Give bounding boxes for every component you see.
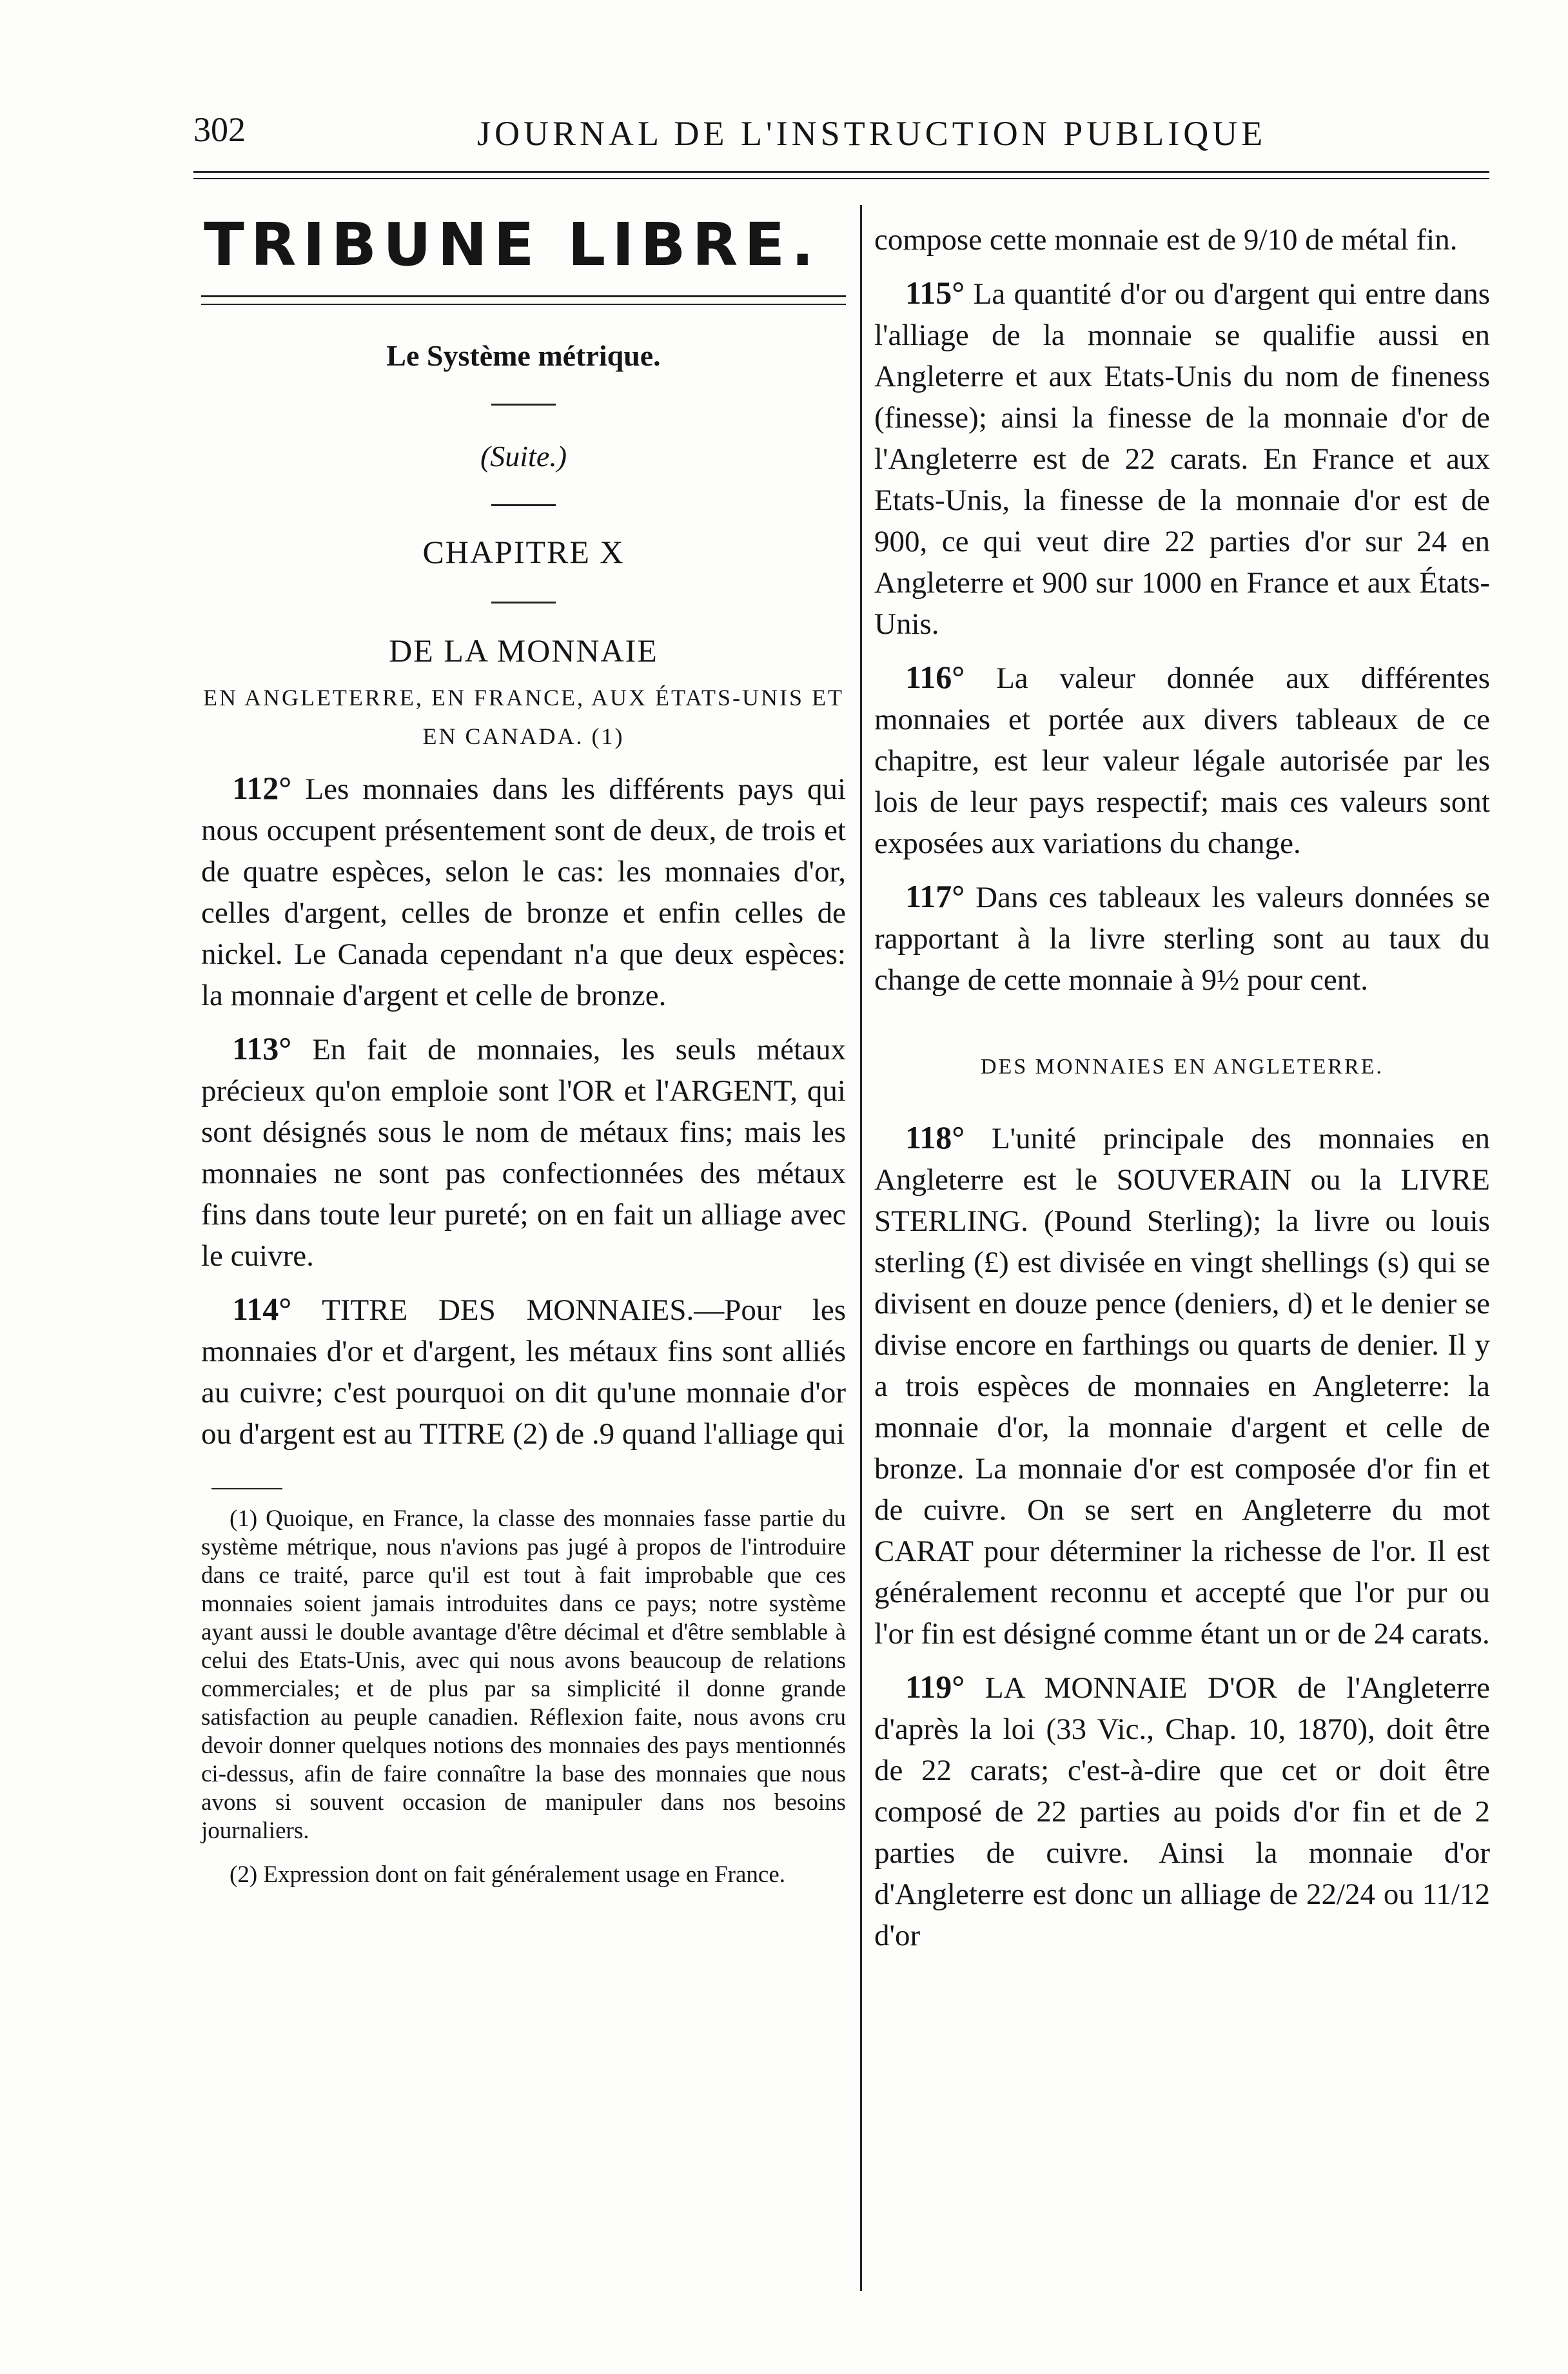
paragraph-number: 117°: [905, 878, 965, 914]
footnote-rule: [211, 1488, 282, 1489]
paragraph-number: 119°: [905, 1669, 965, 1705]
paragraph-number: 116°: [905, 659, 965, 695]
paragraph-number: 118°: [905, 1119, 965, 1155]
paragraph-number: 115°: [905, 275, 965, 311]
journal-title: JOURNAL DE L'INSTRUCTION PUBLIQUE: [477, 114, 1267, 153]
paragraph-text: LA MONNAIE D'OR de l'Angleterre d'après la loi (33 Vic., Chap. 10, 1870), doit être de 22 carats; c'est-à-dire que cet or doit être composé de 22 parties au poids d'or fin et de 2 parties de cuivre. Ainsi la monnaie d'or d'Angleterre est donc un alliage de 22/24 ou 11/12 d'or: [874, 1671, 1491, 1952]
paragraph-continuation: compose cette monnaie est de 9/10 de métal fin.: [874, 223, 1458, 257]
paragraph-text: L'unité principale des monnaies en Angleterre est le SOUVERAIN ou la LIVRE STERLING. (Pound Sterling); la livre ou louis sterling (£) est divisée en vingt shellings (s) qui se divisent en douze pence (deniers, d) et le denier se divise encore en farthings ou quarts de denier. Il y a trois espèces de monnaies en Angleterre: la monnaie d'or, la monnaie d'argent et celle de bronze. La monnaie d'or est composée d'or fin et de cuivre. On se sert en Angleterre du mot CARAT pour déterminer la richesse de l'or. Il est généralement reconnu et accepté que l'or pur ou l'or fin est désigné comme étant un or de 24 carats.: [874, 1122, 1490, 1651]
section-title: DE LA MONNAIE: [389, 633, 658, 669]
running-head: [193, 110, 1489, 155]
paragraph-text: La valeur donnée aux différentes monnaies et portée aux divers tableaux de ce chapitre, est leur valeur légale autorisée par les lois de leur pays respectif; mais ces valeurs sont exposées aux variations du change.: [874, 662, 1490, 860]
paragraph-116: [874, 656, 1490, 864]
section-banner: TRIBUNE LIBRE.: [204, 210, 821, 279]
footnote-1: (1) Quoique, en France, la classe des monnaies fasse partie du système métrique, nous n'avions pas jugé à propos de l'introduire dans ce traité, parce qu'il est tout à fait improbable que ces monnaies soient jamais introduites dans ce pays; notre système ayant aussi le double avantage d'être décimal et d'être semblable à celui des Etats-Unis, avec qui nous avons beaucoup de relations commerciales; et de plus par sa simplicité il donne grande satisfaction au peuple canadien. Réflexion faite, nous avons cru devoir donner quelques notions des monnaies des pays mentionnés ci-dessus, afin de faire connaître la base des monnaies que nous avons si souvent occasion de manipuler dans nos besoins journaliers.: [201, 1506, 846, 1844]
article-title: Le Système métrique.: [386, 339, 661, 372]
paragraph-text: La quantité d'or ou d'argent qui entre dans l'alliage de la monnaie se qualifie aussi en Angleterre et aux Etats-Unis du nom de fineness (finesse); ainsi la finesse de la monnaie d'or de l'Angleterre est de 22 carats. En France et aux Etats-Unis, la finesse de la monnaie d'or est de 900, ce qui veut dire 22 parties d'or sur 24 en Angleterre et 900 sur 1000 en France et aux États-Unis.: [874, 277, 1490, 641]
paragraph-113: [201, 1028, 846, 1277]
section-heading: DES MONNAIES EN ANGLETERRE.: [981, 1055, 1384, 1079]
banner-rule: [201, 295, 846, 305]
left-column: [201, 193, 846, 1889]
paragraph-number: 112°: [232, 770, 292, 806]
chapter-heading: CHAPITRE X: [422, 534, 625, 570]
page-number: 302: [193, 110, 246, 149]
paragraph-112: [201, 767, 846, 1016]
divider: [491, 404, 556, 406]
footnote-2: (2) Expression dont on fait généralement usage en France.: [230, 1861, 786, 1888]
section-subtitle: EN ANGLETERRE, EN FRANCE, AUX ÉTATS-UNIS ET EN CANADA. (1): [202, 685, 845, 749]
divider: [491, 504, 556, 506]
right-column: [874, 219, 1490, 1956]
paragraph-115: [874, 272, 1490, 645]
header-rule: [193, 171, 1489, 179]
paragraph-text: Les monnaies dans les différents pays qui nous occupent présentement sont de deux, de trois et de quatre espèces, selon le cas: les monnaies d'or, celles d'argent, celles de bronze et enfin celles de nickel. Le Canada cependant n'a que deux espèces: la monnaie d'argent et celle de bronze.: [201, 772, 847, 1012]
paragraph-text: TITRE DES MONNAIES.—Pour les monnaies d'or et d'argent, les métaux fins sont alliés au cuivre; c'est pourquoi on dit qu'une monnaie d'or ou d'argent est au TITRE (2) de .9 quand l'alliage qui: [201, 1293, 846, 1451]
paragraph-text: En fait de monnaies, les seuls métaux précieux qu'on emploie sont l'OR et l'ARGENT, qui sont désignés sous le nom de métaux fins; mais les monnaies ne sont pas confectionnées des métaux fins dans toute leur pureté; on en fait un alliage avec le cuivre.: [201, 1033, 847, 1273]
paragraph-number: 113°: [232, 1030, 292, 1066]
paragraph-number: 114°: [232, 1291, 292, 1327]
divider: [491, 602, 556, 603]
continuation-note: (Suite.): [480, 440, 567, 473]
paragraph-119: [874, 1666, 1490, 1956]
paragraph-118: [874, 1117, 1490, 1654]
paragraph-117: [874, 876, 1490, 1001]
paragraph-text: Dans ces tableaux les valeurs données se rapportant à la livre sterling sont au taux du change de cette monnaie à 9½ pour cent.: [874, 881, 1491, 997]
column-divider: [860, 205, 862, 2291]
paragraph-114: [201, 1288, 846, 1455]
